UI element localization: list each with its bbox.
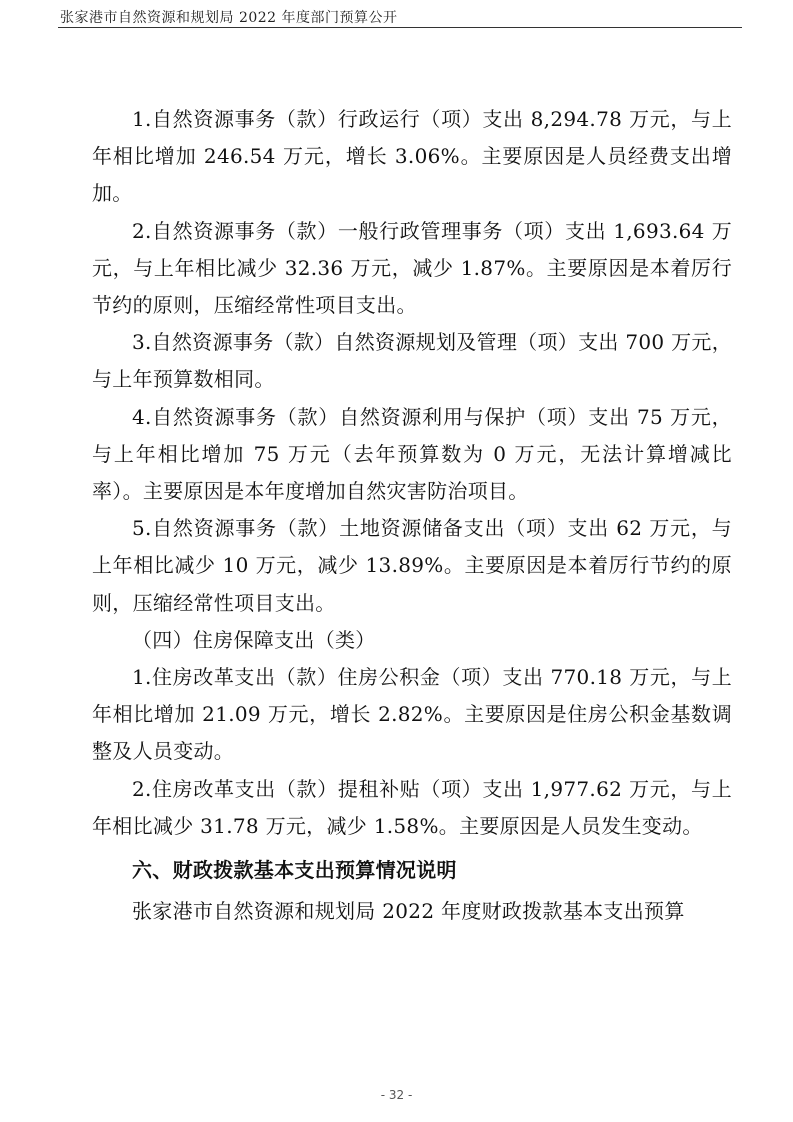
paragraph-planning-management: 3.自然资源事务（款）自然资源规划及管理（项）支出 700 万元，与上年预算数相同。	[92, 330, 732, 392]
document-body	[92, 101, 732, 930]
page-number: - 32 -	[380, 1088, 413, 1102]
paragraph-land-reserve: 5.自然资源事务（款）土地资源储备支出（项）支出 62 万元，与上年相比减少 10 万元，减少 13.89%。主要原因是本着厉行节约的原则，压缩经常性项目支出。	[92, 516, 732, 615]
header-divider	[58, 27, 742, 28]
paragraph-housing-fund: 1.住房改革支出（款）住房公积金（项）支出 770.18 万元，与上年相比增加 21.09 万元，增长 2.82%。主要原因是住房公积金基数调整及人员变动。	[92, 665, 732, 764]
paragraph-resource-protection: 4.自然资源事务（款）自然资源利用与保护（项）支出 75 万元，与上年相比增加 75 万元（去年预算数为 0 万元，无法计算增减比率）。主要原因是本年度增加自然灾害防治项目。	[92, 404, 732, 504]
paragraph-admin-operation: 1.自然资源事务（款）行政运行（项）支出 8,294.78 万元，与上年相比增加 246.54 万元，增长 3.06%。主要原因是人员经费支出增加。	[92, 107, 732, 206]
paragraph-general-admin: 2.自然资源事务（款）一般行政管理事务（项）支出 1,693.64 万元，与上年相比减少 32.36 万元，减少 1.87%。主要原因是本着厉行节约的原则，压缩经常性项目支出。	[92, 218, 732, 318]
paragraph-basic-expenditure: 张家港市自然资源和规划局 2022 年度财政拨款基本支出预算	[132, 899, 685, 924]
section-heading: 六、财政拨款基本支出预算情况说明	[132, 858, 457, 883]
paragraph-rent-subsidy: 2.住房改革支出（款）提租补贴（项）支出 1,977.62 万元，与上年相比减少 31.78 万元，减少 1.58%。主要原因是人员发生变动。	[92, 776, 732, 838]
subsection-title-housing: （四）住房保障支出（类）	[132, 627, 376, 652]
page-header: 张家港市自然资源和规划局 2022 年度部门预算公开	[60, 10, 398, 26]
